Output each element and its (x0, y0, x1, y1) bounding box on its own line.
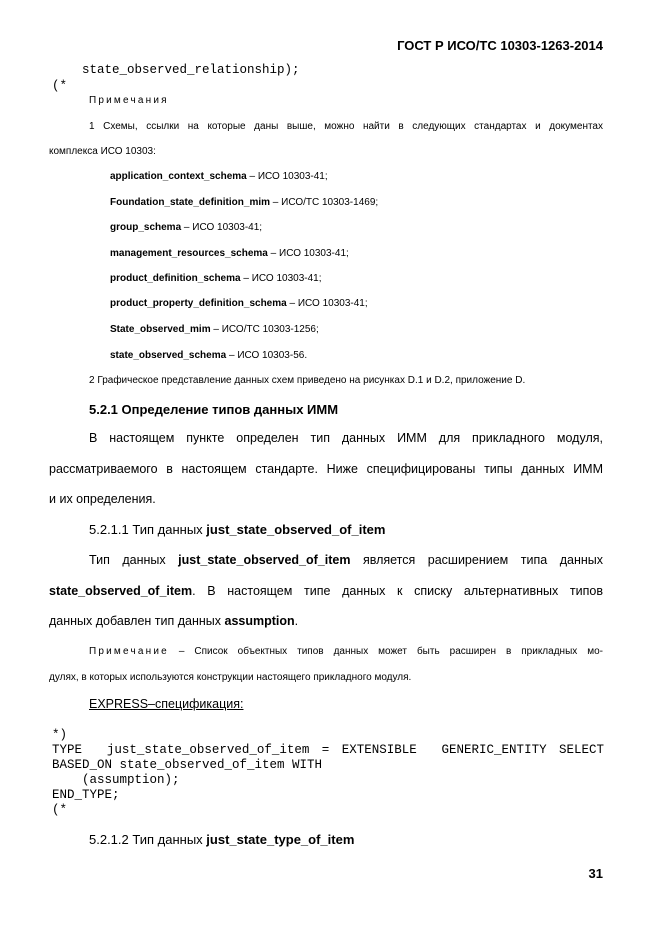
schema-ref: ИСО/ТС 10303-1256; (221, 324, 319, 335)
schema-ref: ИСО 10303-41; (297, 298, 368, 309)
schema-sep: – (272, 197, 279, 208)
schema-ref: ИСО 10303-41; (251, 273, 322, 284)
schema-sep: – (270, 248, 277, 259)
paragraph-text: В настоящем пункте определен тип данных ИММ для прикладного модуля, (89, 431, 603, 445)
paragraph-line (49, 462, 603, 476)
schema-name: Foundation_state_definition_mim (110, 197, 271, 208)
express-spec-label: EXPRESS–спецификация: (89, 697, 244, 711)
paragraph-line: и их определения. (49, 492, 156, 506)
paragraph-text: рассматриваемого в настоящем стандарте. Ниже специфицированы типы данных ИММ (49, 462, 603, 476)
type-name: just_state_type_of_item (206, 832, 355, 847)
code-line (52, 743, 604, 757)
page-number: 31 (588, 866, 603, 881)
text-span: . (294, 614, 299, 628)
paragraph-line (49, 614, 298, 628)
paragraph-text (89, 553, 603, 567)
note-line (89, 646, 603, 657)
paragraph-text (49, 584, 603, 598)
schema-ref-item (110, 197, 378, 208)
text-span: Список объектных типов данных может быть расширен в прикладных мо- (194, 646, 603, 657)
code-line: state_observed_relationship); (82, 63, 300, 77)
schema-ref: ИСО 10303-41; (279, 248, 349, 259)
schema-ref: ИСО 10303-41; (257, 171, 328, 182)
code-line: *) (52, 728, 68, 742)
schema-ref-item (110, 298, 368, 309)
code-line: (* (52, 803, 68, 817)
schema-ref-item (110, 350, 307, 361)
paragraph-line (89, 431, 603, 445)
text-span: является расширением типа данных (350, 553, 603, 567)
text-span: . В настоящем типе данных к списку альтернативных типов (192, 584, 603, 598)
schema-ref: ИСО 10303-41; (192, 222, 263, 233)
code-line: BASED_ON state_observed_of_item WITH (52, 758, 323, 772)
note-text (89, 646, 603, 657)
schema-sep: – (228, 350, 235, 361)
note-1-text: 1 Схемы, ссылки на которые даны выше, можно найти в следующих стандартах и документах (89, 121, 603, 132)
schema-ref: ИСО/ТС 10303-1469; (281, 197, 379, 208)
paragraph-line (89, 553, 603, 567)
schema-name: group_schema (110, 222, 182, 233)
schema-name: state_observed_schema (110, 350, 227, 361)
note-1 (89, 121, 603, 132)
standard-header: ГОСТ Р ИСО/ТС 10303-1263-2014 (397, 38, 603, 53)
code-text: TYPE just_state_observed_of_item = EXTENSIBLE GENERIC_ENTITY SELECT (52, 743, 604, 757)
schema-sep: – (249, 171, 256, 182)
schema-name: product_definition_schema (110, 273, 241, 284)
schema-ref-item (110, 324, 319, 335)
type-name: just_state_observed_of_item (206, 522, 386, 537)
code-line: (* (52, 79, 68, 93)
note-2: 2 Графическое представление данных схем приведено на рисунках D.1 и D.2, приложение D. (89, 375, 526, 386)
section-heading: 5.2.1 Определение типов данных ИММ (89, 402, 339, 417)
schema-sep: – (213, 324, 219, 335)
type-name: just_state_observed_of_item (178, 553, 351, 567)
text-span: Тип данных (89, 553, 179, 567)
subsection-heading (89, 832, 354, 847)
note-label: Примечание (89, 646, 169, 657)
paragraph-line (49, 584, 603, 598)
schema-name: management_resources_schema (110, 248, 268, 259)
note-dash: – (168, 646, 195, 657)
schema-sep: – (183, 222, 190, 233)
schema-ref-item (110, 222, 262, 233)
type-name: assumption (224, 614, 295, 628)
schema-ref: ИСО 10303-56. (237, 350, 308, 361)
schema-name: application_context_schema (110, 171, 247, 182)
code-line: END_TYPE; (52, 788, 120, 802)
text-span: данных добавлен тип данных (49, 614, 225, 628)
schema-ref-item (110, 273, 322, 284)
code-line: (assumption); (52, 773, 180, 787)
notes-heading: Примечания (89, 95, 169, 106)
note-1-continuation: комплекса ИСО 10303: (49, 146, 156, 157)
schema-sep: – (243, 273, 249, 284)
schema-sep: – (289, 298, 296, 309)
heading-prefix: 5.2.1.1 Тип данных (89, 522, 207, 537)
type-name: state_observed_of_item (49, 584, 193, 598)
note-line: дулях, в которых используются конструкции настоящего прикладного модуля. (49, 672, 412, 683)
subsection-heading (89, 522, 385, 537)
schema-ref-item (110, 171, 328, 182)
schema-name: product_property_definition_schema (110, 298, 287, 309)
schema-name: State_observed_mim (110, 324, 211, 335)
heading-prefix: 5.2.1.2 Тип данных (89, 832, 207, 847)
schema-ref-item (110, 248, 349, 259)
